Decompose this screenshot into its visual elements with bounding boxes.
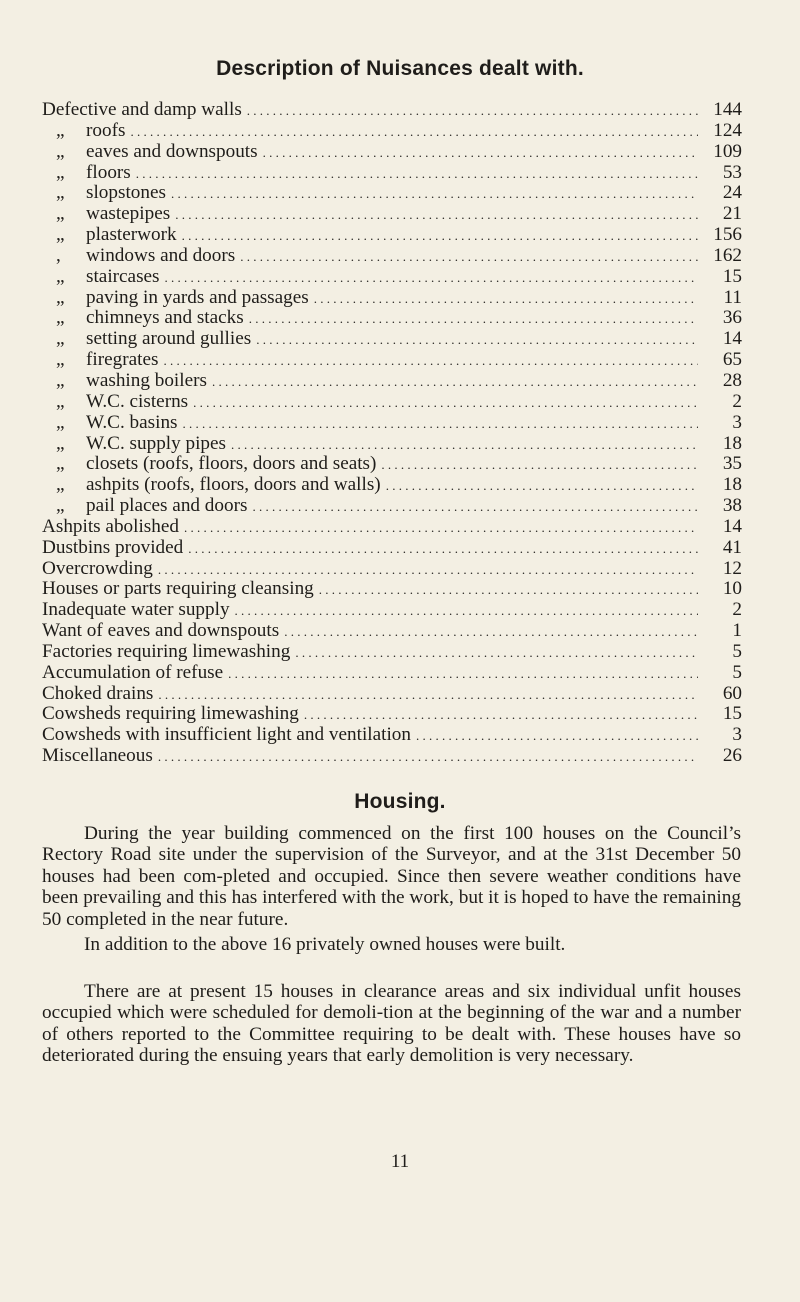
item-value: 5 [732, 640, 742, 662]
item-value: 18 [722, 474, 742, 496]
item-label: Cowsheds with insufficient light and ventilation [42, 724, 411, 746]
item-value: 26 [722, 745, 742, 767]
item-value: 24 [722, 182, 742, 204]
list-item [42, 684, 742, 705]
item-value: 35 [722, 453, 742, 475]
item-label: Factories requiring limewashing [42, 640, 291, 662]
list-item [42, 704, 742, 725]
dot-leader [284, 622, 698, 643]
item-value: 14 [722, 515, 742, 537]
item-label: paving in yards and passages [86, 286, 309, 308]
item-label: slopstones [86, 182, 166, 204]
housing-paragraph-3 [42, 981, 741, 1067]
nuisances-heading: Description of Nuisances dealt with. [216, 57, 584, 80]
dot-leader [136, 164, 698, 185]
item-label: Ashpits abolished [42, 515, 179, 537]
item-label: wastepipes [86, 203, 171, 225]
dot-leader [295, 643, 698, 664]
item-label: firegrates [86, 349, 159, 371]
dot-leader [235, 601, 698, 622]
item-label: Overcrowding [42, 557, 153, 579]
dot-leader [247, 101, 698, 122]
item-label: W.C. cisterns [86, 390, 189, 412]
list-item [42, 392, 742, 413]
dot-leader [183, 414, 698, 435]
item-value: 144 [713, 99, 742, 120]
list-item [42, 746, 742, 767]
list-item [42, 329, 742, 350]
dot-leader [212, 372, 698, 393]
paragraph-text: In addition to the above 16 privately owned houses were built. [84, 934, 566, 955]
list-item [42, 496, 742, 517]
item-label: W.C. supply pipes [86, 432, 227, 454]
item-value: 18 [722, 432, 742, 454]
item-label: Want of eaves and downspouts [42, 620, 280, 642]
item-label: Choked drains [42, 682, 154, 704]
item-label: pail places and doors [86, 495, 248, 517]
item-label: staircases [86, 265, 160, 287]
ditto-mark: „ [56, 411, 65, 433]
dot-leader [163, 351, 698, 372]
dot-leader [130, 122, 698, 143]
dot-leader [304, 705, 698, 726]
list-item [42, 642, 742, 663]
item-value: 11 [723, 286, 742, 308]
housing-paragraph-1 [42, 823, 741, 930]
ditto-mark: „ [56, 307, 65, 329]
dot-leader [256, 330, 698, 351]
list-item [42, 538, 742, 559]
dot-leader [175, 205, 698, 226]
dot-leader [171, 184, 698, 205]
item-label: eaves and downspouts [86, 140, 258, 162]
ditto-mark: „ [56, 265, 65, 287]
item-value: 124 [713, 119, 742, 141]
ditto-mark: „ [56, 349, 65, 371]
item-value: 38 [722, 495, 742, 517]
item-value: 2 [732, 390, 742, 412]
dot-leader [381, 455, 698, 476]
list-item [42, 204, 742, 225]
item-value: 162 [713, 244, 742, 266]
item-value: 156 [713, 224, 742, 246]
list-item [42, 142, 742, 163]
dot-leader [158, 685, 698, 706]
item-value: 36 [722, 307, 742, 329]
dot-leader [314, 289, 698, 310]
item-label: Houses or parts requiring cleansing [42, 578, 314, 600]
dot-leader [231, 435, 698, 456]
item-label: windows and doors [86, 244, 236, 266]
paragraph-text: During the year building commenced on the first 100 houses on the Council’s Rectory Road site under the supervision of the Surveyor, and at the 31st December 50 houses had been com-pleted and occupied. Since then severe weather conditions have been prevailing and this has interfered with the work, but it is hoped to have the remaining 50 completed in the near future. [42, 823, 741, 930]
list-item [42, 475, 742, 496]
item-value: 1 [732, 620, 742, 642]
page-number: 11 [390, 1151, 410, 1172]
item-value: 15 [722, 265, 742, 287]
ditto-mark: „ [56, 119, 65, 141]
ditto-mark: „ [56, 203, 65, 225]
dot-leader [319, 580, 698, 601]
list-item [42, 621, 742, 642]
item-value: 28 [722, 369, 742, 391]
dot-leader [158, 747, 698, 768]
list-item [42, 183, 742, 204]
item-label: Inadequate water supply [42, 599, 230, 621]
dot-leader [184, 518, 698, 539]
dot-leader [193, 393, 698, 414]
housing-paragraph-2 [42, 934, 741, 955]
item-value: 15 [722, 703, 742, 725]
list-item [42, 559, 742, 580]
item-label: Miscellaneous [42, 745, 153, 767]
list-item [42, 163, 742, 184]
item-value: 3 [732, 411, 742, 433]
item-value: 10 [722, 578, 742, 600]
list-item [42, 246, 742, 267]
dot-leader [263, 143, 698, 164]
item-value: 2 [732, 599, 742, 621]
item-value: 14 [722, 328, 742, 350]
list-item [42, 308, 742, 329]
ditto-mark: „ [56, 390, 65, 412]
item-value: 60 [722, 682, 742, 704]
item-value: 5 [732, 661, 742, 683]
item-label: roofs [86, 119, 126, 141]
item-label: ashpits (roofs, floors, doors and walls) [86, 474, 381, 496]
ditto-mark: „ [56, 224, 65, 246]
list-item [42, 579, 742, 600]
dot-leader [188, 539, 698, 560]
list-item [42, 225, 742, 246]
item-label: plasterwork [86, 224, 177, 246]
list-item [42, 288, 742, 309]
item-value: 3 [732, 724, 742, 746]
list-item [42, 121, 742, 142]
ditto-mark: , [56, 244, 61, 266]
item-value: 12 [722, 557, 742, 579]
item-label: closets (roofs, floors, doors and seats) [86, 453, 377, 475]
item-label: Defective and damp walls [42, 99, 242, 120]
item-label: W.C. basins [86, 411, 178, 433]
ditto-mark: „ [56, 161, 65, 183]
housing-heading: Housing. [354, 790, 446, 813]
dot-leader [240, 247, 698, 268]
dot-leader [182, 226, 698, 247]
item-label: washing boilers [86, 369, 207, 391]
dot-leader [228, 664, 698, 685]
list-item [42, 517, 742, 538]
dot-leader [249, 309, 698, 330]
dot-leader [252, 497, 698, 518]
item-label: Cowsheds requiring limewashing [42, 703, 299, 725]
item-label: Dustbins provided [42, 536, 184, 558]
item-value: 21 [722, 203, 742, 225]
item-value: 53 [722, 161, 742, 183]
dot-leader [158, 560, 698, 581]
ditto-mark: „ [56, 286, 65, 308]
list-item [42, 267, 742, 288]
list-item [42, 663, 742, 684]
list-item [42, 413, 742, 434]
ditto-mark: „ [56, 432, 65, 454]
item-value: 65 [722, 349, 742, 371]
nuisances-list [42, 100, 742, 767]
item-label: chimneys and stacks [86, 307, 244, 329]
ditto-mark: „ [56, 474, 65, 496]
item-value: 41 [722, 536, 742, 558]
ditto-mark: „ [56, 495, 65, 517]
dot-leader [416, 726, 698, 747]
paragraph-text: There are at present 15 houses in clearance areas and six individual unfit houses occupied which were scheduled for demoli-tion at the beginning of the war and a number of others reported to the Committee requiring to be dealt with. These houses have so deteriorated during the ensuing years that early demolition is very necessary. [42, 981, 741, 1067]
item-value: 109 [713, 140, 742, 162]
dot-leader [165, 268, 698, 289]
ditto-mark: „ [56, 369, 65, 391]
ditto-mark: „ [56, 328, 65, 350]
list-item [42, 350, 742, 371]
ditto-mark: „ [56, 453, 65, 475]
list-item [42, 371, 742, 392]
list-item [42, 600, 742, 621]
item-label: Accumulation of refuse [42, 661, 224, 683]
item-label: setting around gullies [86, 328, 252, 350]
list-item [42, 725, 742, 746]
list-item [42, 434, 742, 455]
dot-leader [386, 476, 698, 497]
list-item [42, 100, 742, 121]
item-label: floors [86, 161, 131, 183]
ditto-mark: „ [56, 140, 65, 162]
list-item [42, 454, 742, 475]
ditto-mark: „ [56, 182, 65, 204]
